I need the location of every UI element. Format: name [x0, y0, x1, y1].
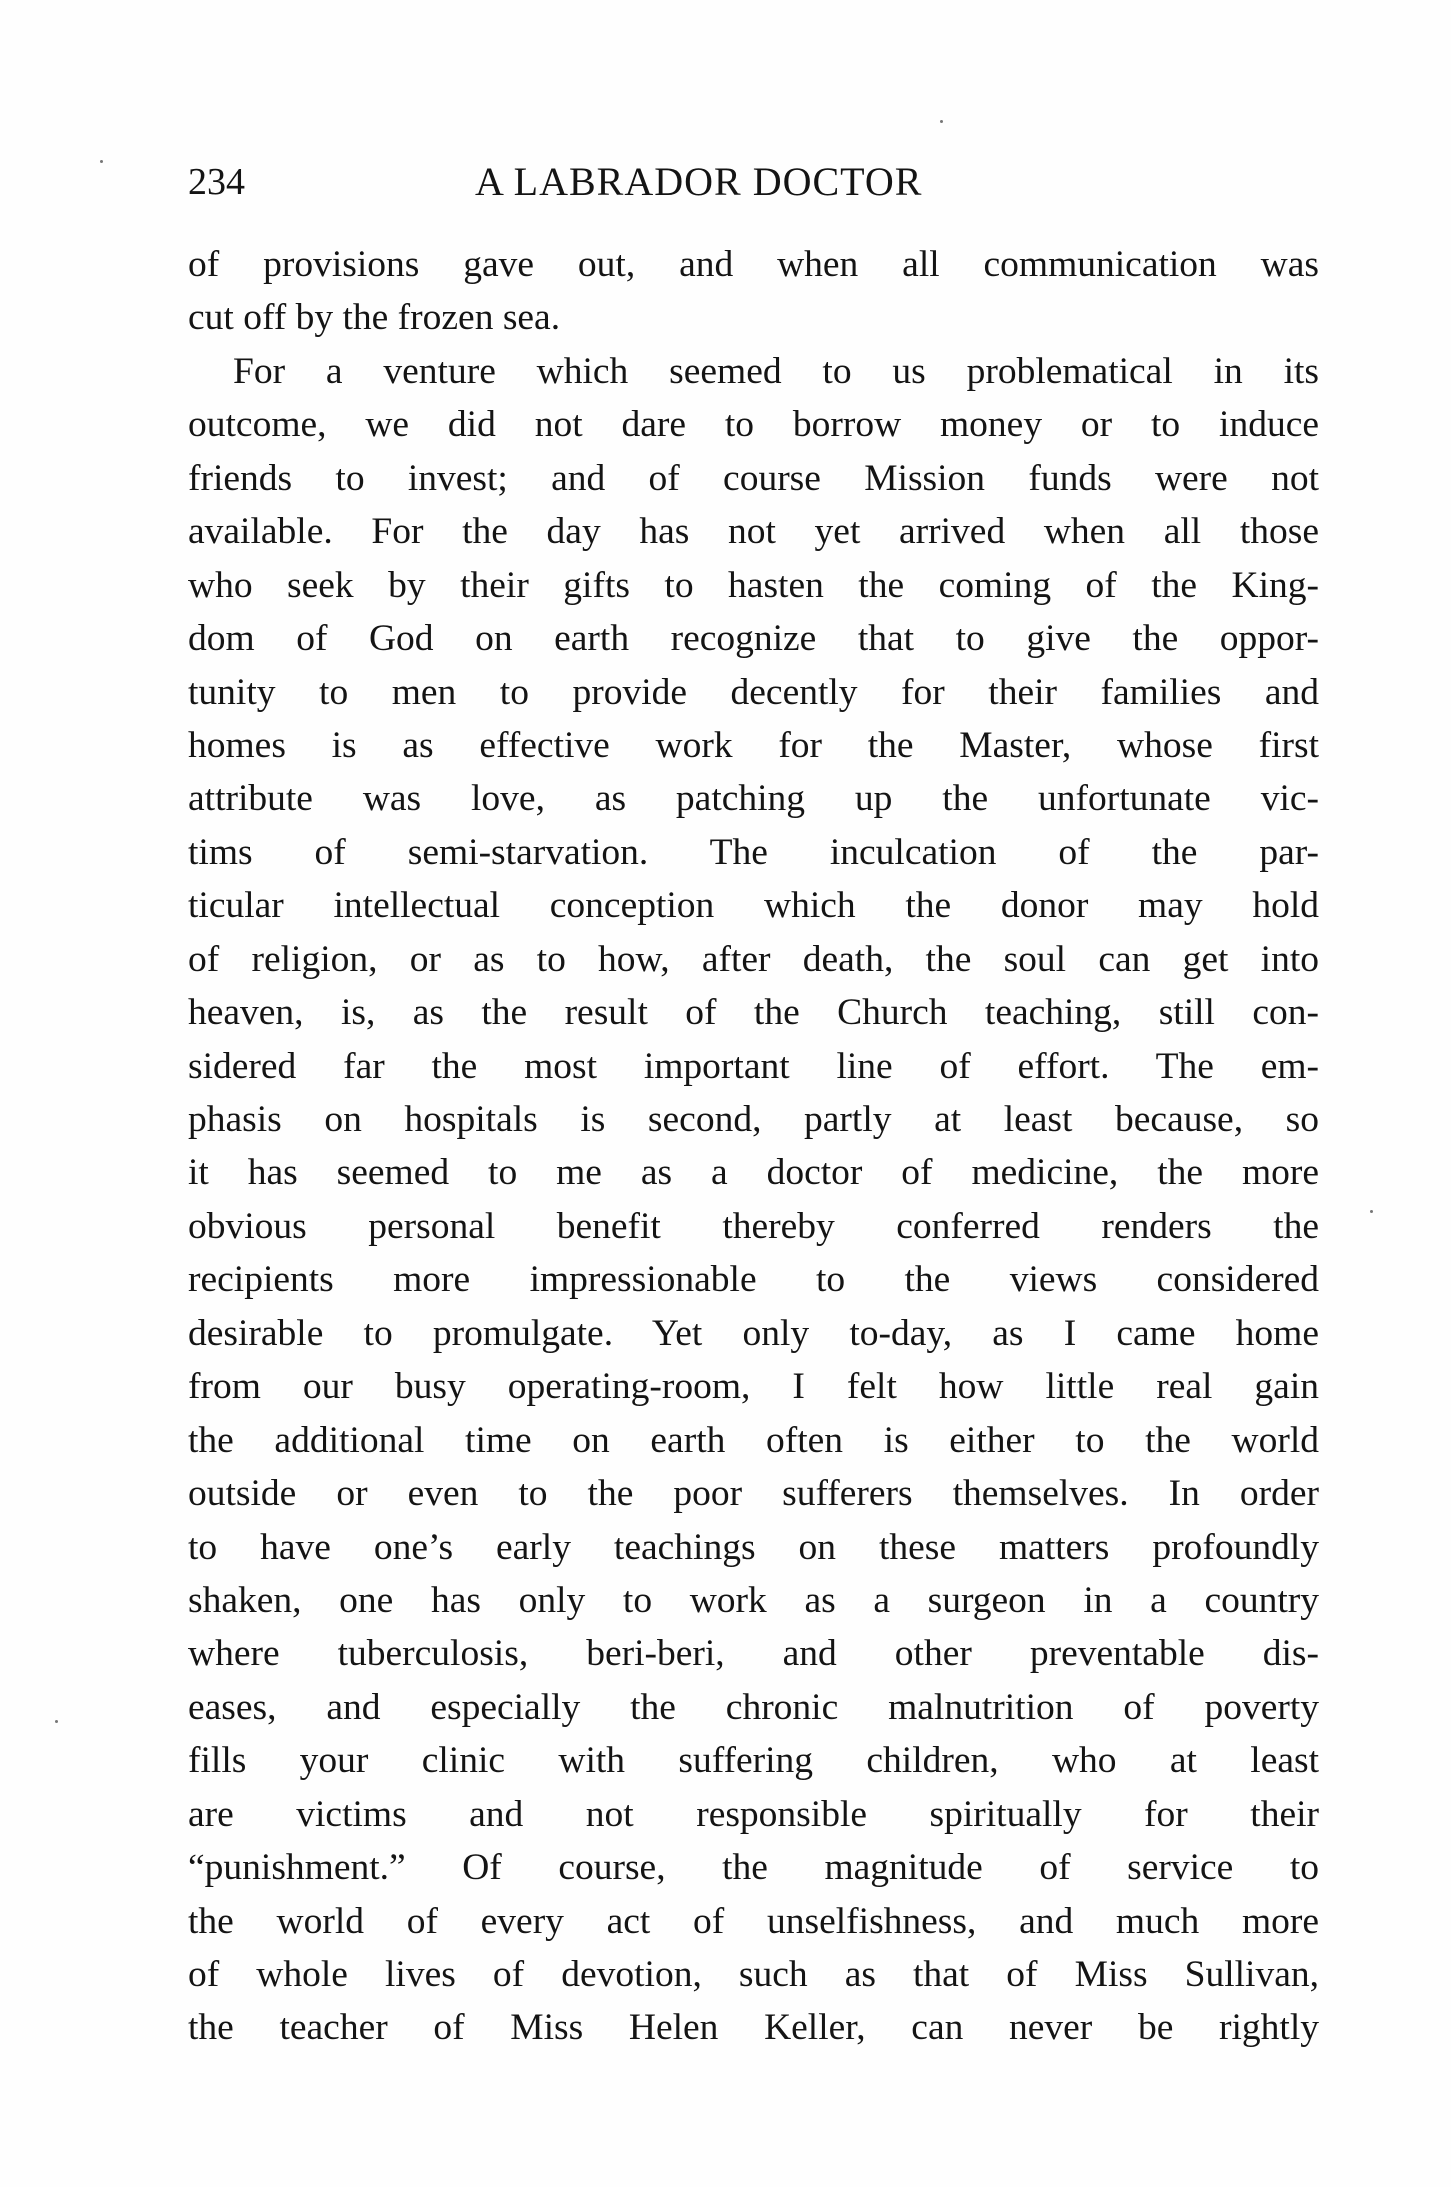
text-line: heaven, is, as the result of the Church teaching, still con-	[188, 992, 1319, 1034]
text-line: the additional time on earth often is either to the world	[188, 1419, 1319, 1461]
text-line: of whole lives of devotion, such as that of Miss Sullivan,	[188, 1954, 1319, 1995]
text-line: cut off by the frozen sea.	[188, 297, 561, 339]
text-line: dom of God on earth recognize that to give the oppor-	[188, 618, 1319, 660]
text-line: are victims and not responsible spiritually for their	[188, 1793, 1319, 1835]
text-line: outside or even to the poor sufferers themselves. In order	[188, 1473, 1319, 1515]
text-line: of provisions gave out, and when all communication was	[188, 244, 1319, 285]
text-line: For a venture which seemed to us problematical in its	[233, 350, 1319, 392]
text-line: where tuberculosis, beri-beri, and other preventable dis-	[188, 1633, 1319, 1675]
text-line: tims of semi-starvation. The inculcation of the par-	[188, 831, 1319, 873]
scan-speck	[55, 1720, 58, 1723]
text-line: homes is as effective work for the Master, whose first	[188, 724, 1319, 766]
text-line: ticular intellectual conception which the donor may hold	[188, 885, 1319, 927]
running-head	[188, 152, 1323, 212]
text-line: fills your clinic with suffering children, who at least	[188, 1740, 1319, 1782]
text-line: desirable to promulgate. Yet only to-day, as I came home	[188, 1312, 1319, 1354]
text-line: from our busy operating-room, I felt how little real gain	[188, 1366, 1319, 1408]
text-line: phasis on hospitals is second, partly at least because, so	[188, 1099, 1319, 1140]
scan-speck	[940, 120, 943, 123]
text-line: the teacher of Miss Helen Keller, can never be rightly	[188, 2007, 1319, 2049]
text-line: sidered far the most important line of effort. The em-	[188, 1045, 1319, 1087]
text-line: who seek by their gifts to hasten the coming of the King-	[188, 564, 1319, 606]
page-number: 234	[188, 161, 245, 203]
running-title: A LABRADOR DOCTOR	[475, 159, 923, 204]
text-line: obvious personal benefit thereby conferred renders the	[188, 1205, 1319, 1247]
text-line: available. For the day has not yet arrived when all those	[188, 511, 1319, 553]
text-line: of religion, or as to how, after death, the soul can get into	[188, 938, 1319, 980]
scan-speck	[100, 160, 103, 163]
text-line: attribute was love, as patching up the unfortunate vic-	[188, 778, 1319, 820]
text-line: shaken, one has only to work as a surgeon in a country	[188, 1579, 1319, 1621]
body-text	[188, 238, 1319, 2055]
text-line: friends to invest; and of course Mission funds were not	[188, 457, 1319, 499]
text-line: outcome, we did not dare to borrow money or to induce	[188, 404, 1319, 446]
text-line: tunity to men to provide decently for their families and	[188, 671, 1319, 713]
text-line: “punishment.” Of course, the magnitude of service to	[188, 1847, 1319, 1889]
text-line: to have one’s early teachings on these matters profoundly	[188, 1526, 1319, 1568]
text-line: the world of every act of unselfishness, and much more	[188, 1900, 1319, 1942]
scan-speck	[1370, 1210, 1373, 1213]
text-line: it has seemed to me as a doctor of medicine, the more	[188, 1152, 1319, 1194]
text-line: recipients more impressionable to the views considered	[188, 1259, 1319, 1301]
text-line: eases, and especially the chronic malnutrition of poverty	[188, 1686, 1319, 1728]
